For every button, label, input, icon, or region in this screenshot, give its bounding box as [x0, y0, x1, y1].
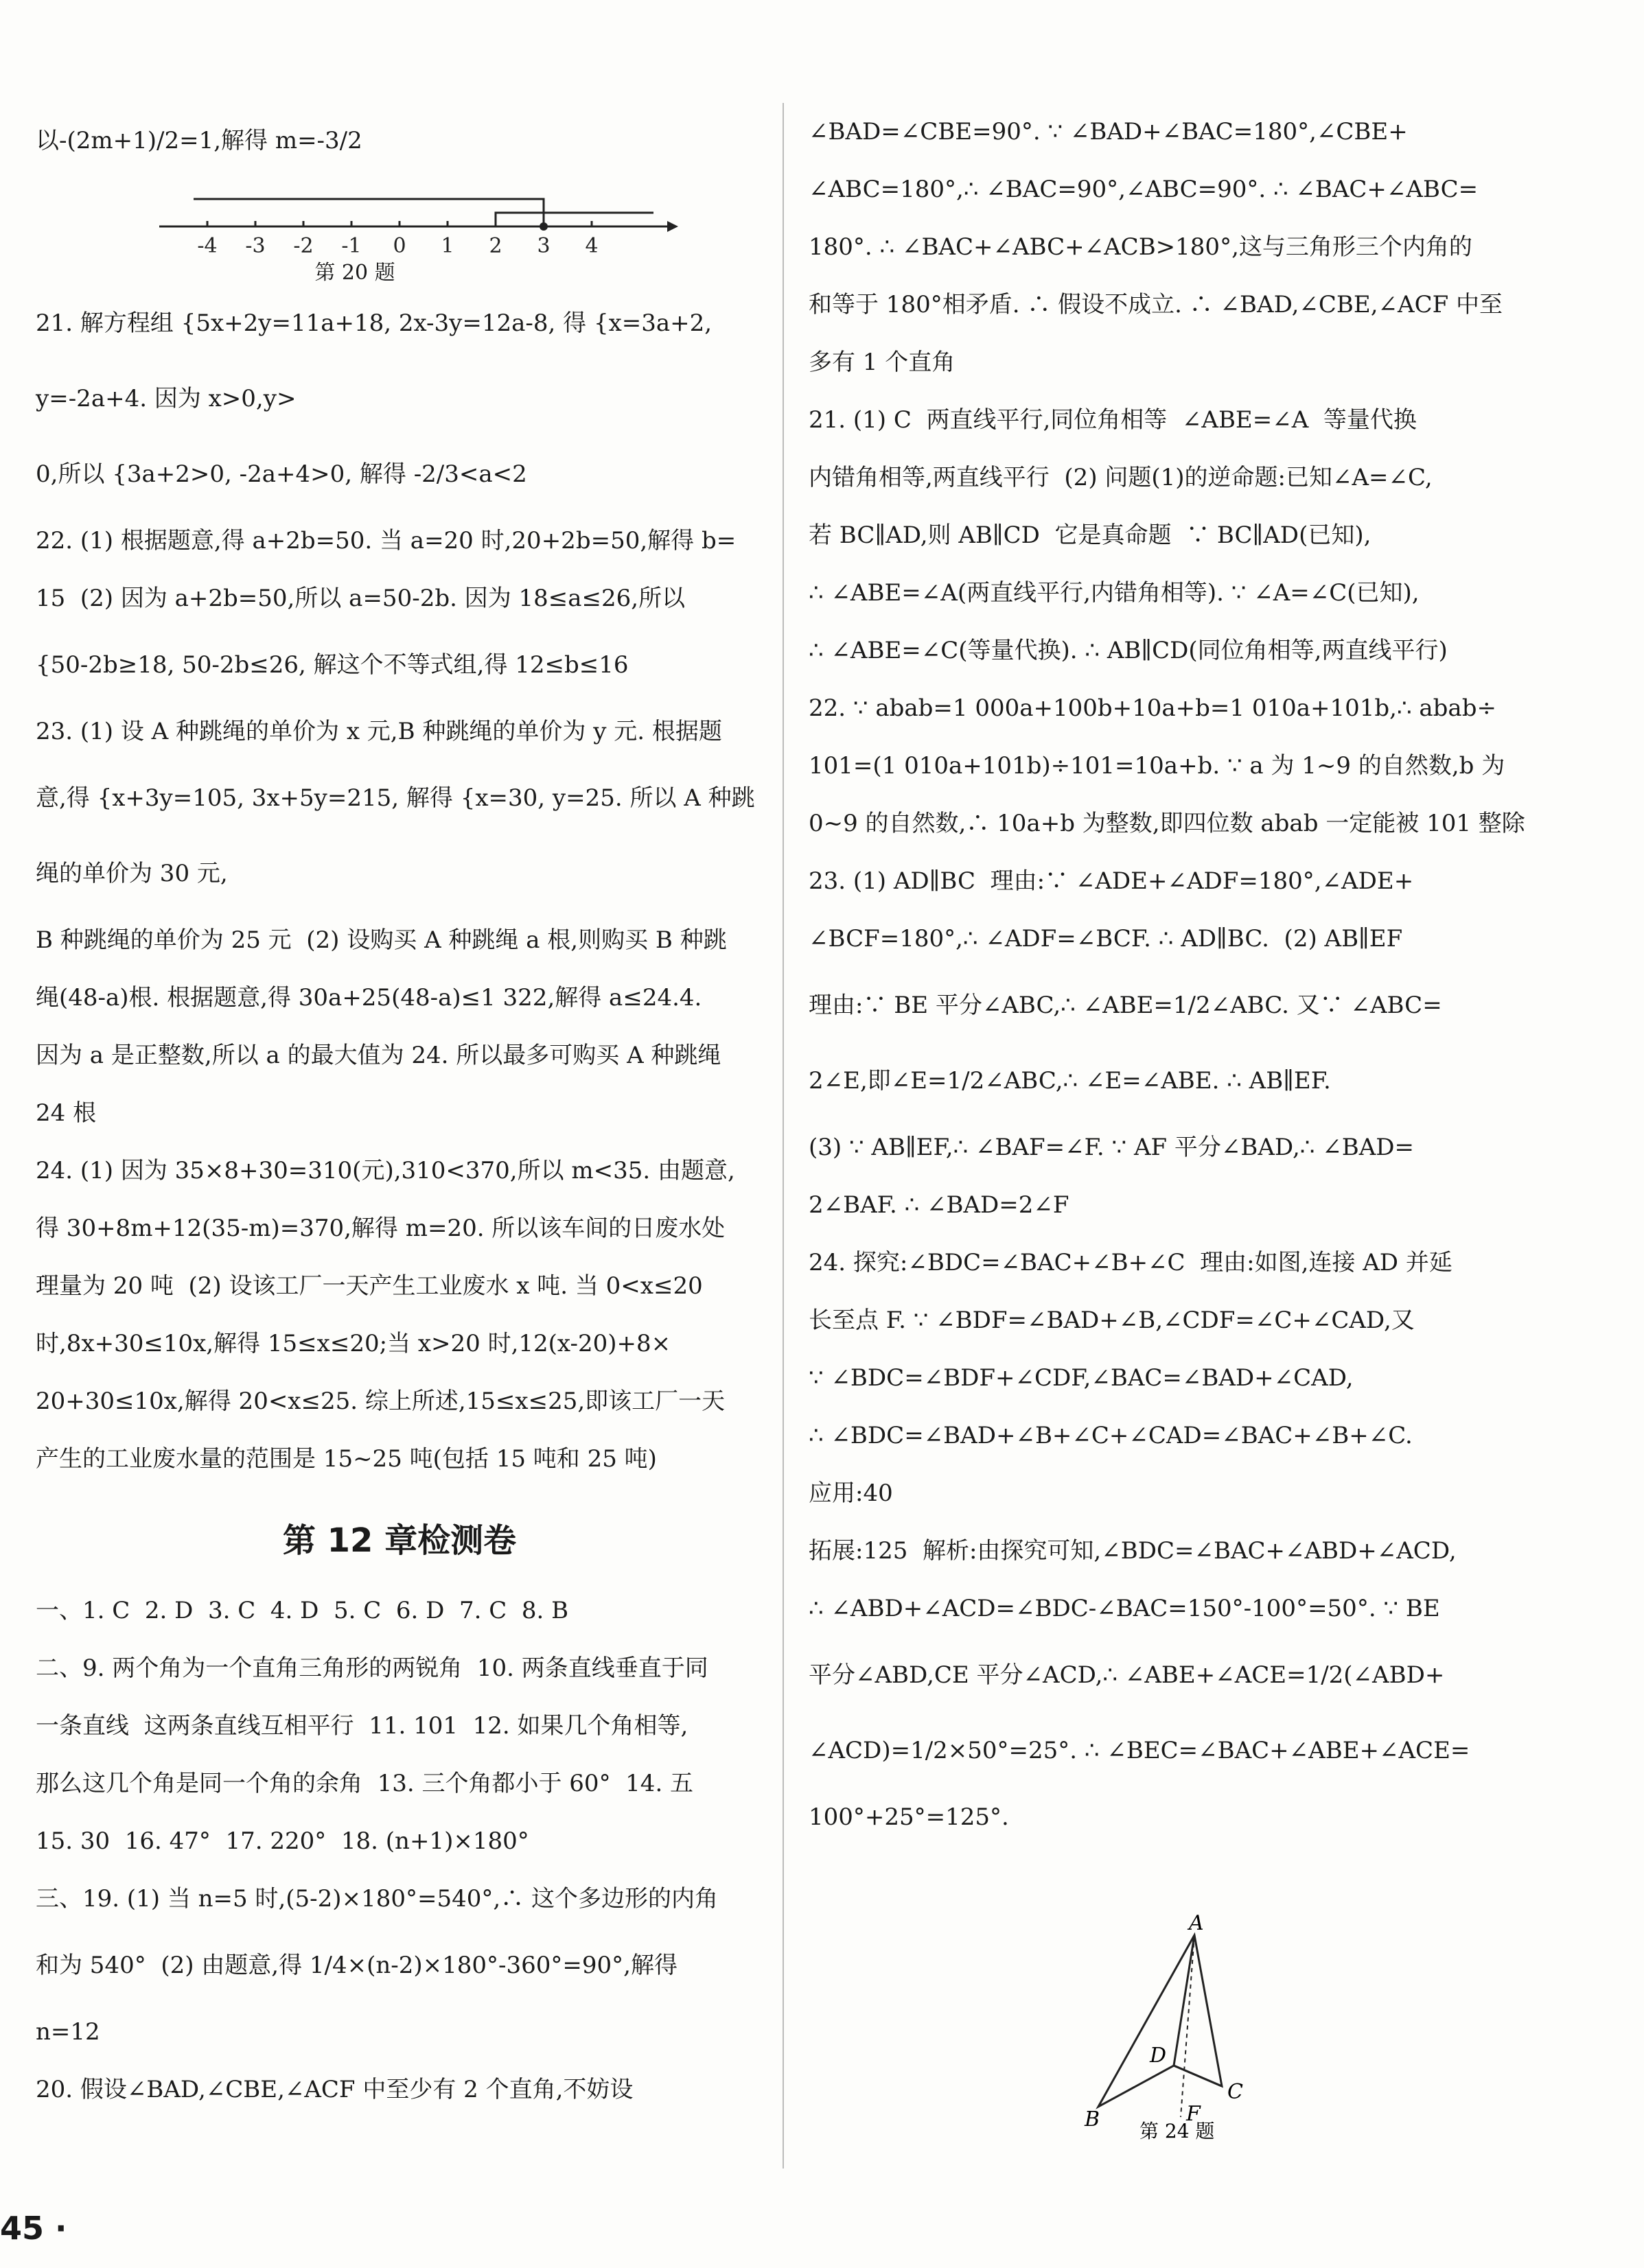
answer-line: 24. (1) 因为 35×8+30=310(元),310<370,所以 m<35. 由题意, — [36, 1157, 735, 1184]
answer-line: 101=(1 010a+101b)÷101=10a+b. ∵ a 为 1~9 的自然数,b 为 — [809, 752, 1505, 780]
answer-line: ∴ ∠ABE=∠A(两直线平行,内错角相等). ∵ ∠A=∠C(已知), — [809, 579, 1420, 607]
answer-line: 应用:40 — [809, 1480, 893, 1507]
figure-caption: 第 24 题 — [1139, 2120, 1215, 2141]
answer-line: 和等于 180°相矛盾. ∴ 假设不成立. ∴ ∠BAD,∠CBE,∠ACF 中至 — [809, 291, 1503, 318]
answer-line: n=12 — [36, 2018, 100, 2046]
answer-line: ∠ABC=180°,∴ ∠BAC=90°,∠ABC=90°. ∴ ∠BAC+∠ABC= — [809, 176, 1479, 203]
answer-line: 2∠BAF. ∴ ∠BAD=2∠F — [809, 1191, 1069, 1219]
answer-line: 三、19. (1) 当 n=5 时,(5-2)×180°=540°,∴ 这个多边形的内角 — [36, 1885, 718, 1913]
answer-line: 多有 1 个直角 — [809, 349, 956, 376]
answer-line: 一、1. C 2. D 3. C 4. D 5. C 6. D 7. C 8. B — [36, 1597, 569, 1624]
number-line-tick-label: 0 — [393, 234, 406, 258]
answer-line: ∠ACD)=1/2×50°=25°. ∴ ∠BEC=∠BAC+∠ABE+∠ACE= — [809, 1737, 1470, 1764]
answer-line: 得 30+8m+12(35-m)=370,解得 m=20. 所以该车间的日废水处 — [36, 1215, 726, 1242]
answer-line: ∠BAD=∠CBE=90°. ∵ ∠BAD+∠BAC=180°,∠CBE+ — [809, 118, 1408, 145]
number-line-tick-label: -1 — [341, 234, 362, 258]
answer-line: 21. (1) C 两直线平行,同位角相等 ∠ABE=∠A 等量代换 — [809, 406, 1417, 434]
answer-line: B 种跳绳的单价为 25 元 (2) 设购买 A 种跳绳 a 根,则购买 B 种跳 — [36, 926, 727, 954]
answer-line: 理由:∵ BE 平分∠ABC,∴ ∠ABE=1/2∠ABC. 又∵ ∠ABC= — [809, 992, 1442, 1019]
answer-line: 22. ∵ abab=1 000a+100b+10a+b=1 010a+101b,∴ abab÷ — [809, 694, 1496, 722]
point-label-c: C — [1227, 2080, 1243, 2104]
answer-line: 产生的工业废水量的范围是 15~25 吨(包括 15 吨和 25 吨) — [36, 1445, 657, 1473]
section-title: 第 12 章检测卷 — [282, 1521, 517, 1560]
answer-line: ∵ ∠BDC=∠BDF+∠CDF,∠BAC=∠BAD+∠CAD, — [809, 1364, 1354, 1392]
number-line-figure — [159, 185, 681, 261]
answer-line: 2∠E,即∠E=1/2∠ABC,∴ ∠E=∠ABE. ∴ AB∥EF. — [809, 1067, 1331, 1095]
answer-line: 拓展:125 解析:由探究可知,∠BDC=∠BAC+∠ABD+∠ACD, — [809, 1537, 1457, 1565]
answer-line: 15. 30 16. 47° 17. 220° 18. (n+1)×180° — [36, 1827, 529, 1855]
answer-line: 和为 540° (2) 由题意,得 1/4×(n-2)×180°-360°=90°,解得 — [36, 1952, 678, 1979]
answer-line: 21. 解方程组 {5x+2y=11a+18, 2x-3y=12a-8, 得 {x=3a+2, y=-2a+4. 因为 x>0,y> — [36, 309, 719, 412]
answer-line: 因为 a 是正整数,所以 a 的最大值为 24. 所以最多可购买 A 种跳绳 — [36, 1042, 721, 1069]
point-label-b: B — [1085, 2107, 1100, 2131]
answer-line: 绳(48-a)根. 根据题意,得 30a+25(48-a)≤1 322,解得 a≤24.4. — [36, 984, 702, 1012]
figure-caption: 第 20 题 — [314, 261, 395, 285]
page-number: 45 · — [0, 2210, 67, 2247]
answer-line: 二、9. 两个角为一个直角三角形的两锐角 10. 两条直线垂直于同 — [36, 1655, 708, 1682]
answer-line: (3) ∵ AB∥EF,∴ ∠BAF=∠F. ∵ AF 平分∠BAD,∴ ∠BAD= — [809, 1134, 1415, 1161]
point-label-f: F — [1186, 2102, 1201, 2126]
answer-line: 24. 探究:∠BDC=∠BAC+∠B+∠C 理由:如图,连接 AD 并延 — [809, 1249, 1452, 1276]
answer-line: 180°. ∴ ∠BAC+∠ABC+∠ACB>180°,这与三角形三个内角的 — [809, 233, 1472, 261]
answer-line: 若 BC∥AD,则 AB∥CD 它是真命题 ∵ BC∥AD(已知), — [809, 522, 1371, 549]
answer-line: ∴ ∠ABD+∠ACD=∠BDC-∠BAC=150°-100°=50°. ∵ BE — [809, 1595, 1440, 1622]
answer-line: 长至点 F. ∵ ∠BDF=∠BAD+∠B,∠CDF=∠C+∠CAD,又 — [809, 1307, 1415, 1334]
answer-line: ∠BCF=180°,∴ ∠ADF=∠BCF. ∴ AD∥BC. (2) AB∥EF — [809, 925, 1403, 952]
point-label-a: A — [1189, 1915, 1204, 1935]
number-line-tick-label: 3 — [537, 234, 551, 258]
answer-line: 15 (2) 因为 a+2b=50,所以 a=50-2b. 因为 18≤a≤26,所以 — [36, 585, 686, 612]
answer-line: ∴ ∠BDC=∠BAD+∠B+∠C+∠CAD=∠BAC+∠B+∠C. — [809, 1422, 1413, 1449]
answer-line: 一条直线 这两条直线互相平行 11. 101 12. 如果几个角相等, — [36, 1712, 688, 1740]
answer-line: 20+30≤10x,解得 20<x≤25. 综上所述,15≤x≤25,即该工厂一天 — [36, 1388, 726, 1415]
answer-line: 内错角相等,两直线平行 (2) 问题(1)的逆命题:已知∠A=∠C, — [809, 464, 1433, 491]
answer-line: 平分∠ABD,CE 平分∠ACD,∴ ∠ABE+∠ACE=1/2(∠ABD+ — [809, 1661, 1445, 1689]
answer-line: 24 根 — [36, 1099, 97, 1127]
answer-line: 100°+25°=125°. — [809, 1803, 1009, 1831]
answer-line: ∴ ∠ABE=∠C(等量代换). ∴ AB∥CD(同位角相等,两直线平行) — [809, 637, 1448, 664]
answer-line: 23. (1) 设 A 种跳绳的单价为 x 元,B 种跳绳的单价为 y 元. 根据题 — [36, 718, 722, 745]
number-line-tick-label: -4 — [197, 234, 218, 258]
number-line-tick-label: -3 — [245, 234, 266, 258]
answer-line: 22. (1) 根据题意,得 a+2b=50. 当 a=20 时,20+2b=50,解得 b= — [36, 527, 737, 554]
answer-line: {50-2b≥18, 50-2b≤26, 解这个不等式组,得 12≤b≤16 — [36, 651, 629, 679]
number-line-tick-label: 4 — [585, 234, 599, 258]
answer-line: 以-(2m+1)/2=1,解得 m=-3/2 — [36, 127, 362, 154]
point-label-d: D — [1150, 2044, 1167, 2068]
answer-line: 20. 假设∠BAD,∠CBE,∠ACF 中至少有 2 个直角,不妨设 — [36, 2076, 634, 2103]
answer-line: 意,得 {x+3y=105, 3x+5y=215, 解得 {x=30, y=25. 所以 A 种跳绳的单价为 30 元, — [36, 784, 755, 887]
left-column — [36, 103, 763, 2118]
answer-line: 理量为 20 吨 (2) 设该工厂一天产生工业废水 x 吨. 当 0<x≤20 — [36, 1272, 703, 1300]
answer-line: 0,所以 {3a+2>0, -2a+4>0, 解得 -2/3<a<2 — [36, 460, 527, 488]
number-line-tick-label: -2 — [293, 234, 314, 258]
answer-line: 23. (1) AD∥BC 理由:∵ ∠ADE+∠ADF=180°,∠ADE+ — [809, 867, 1414, 895]
triangle-figure — [1078, 1915, 1270, 2141]
column-divider — [783, 103, 784, 2168]
answer-line: 时,8x+30≤10x,解得 15≤x≤20;当 x>20 时,12(x-20)+8× — [36, 1330, 671, 1357]
number-line-tick-label: 1 — [441, 234, 454, 258]
answer-line: 那么这几个角是同一个角的余角 13. 三个角都小于 60° 14. 五 — [36, 1770, 694, 1797]
number-line-tick-label: 2 — [489, 234, 502, 258]
answer-line: 0~9 的自然数,∴ 10a+b 为整数,即四位数 abab 一定能被 101 整除 — [809, 810, 1525, 837]
right-column — [809, 103, 1540, 1846]
